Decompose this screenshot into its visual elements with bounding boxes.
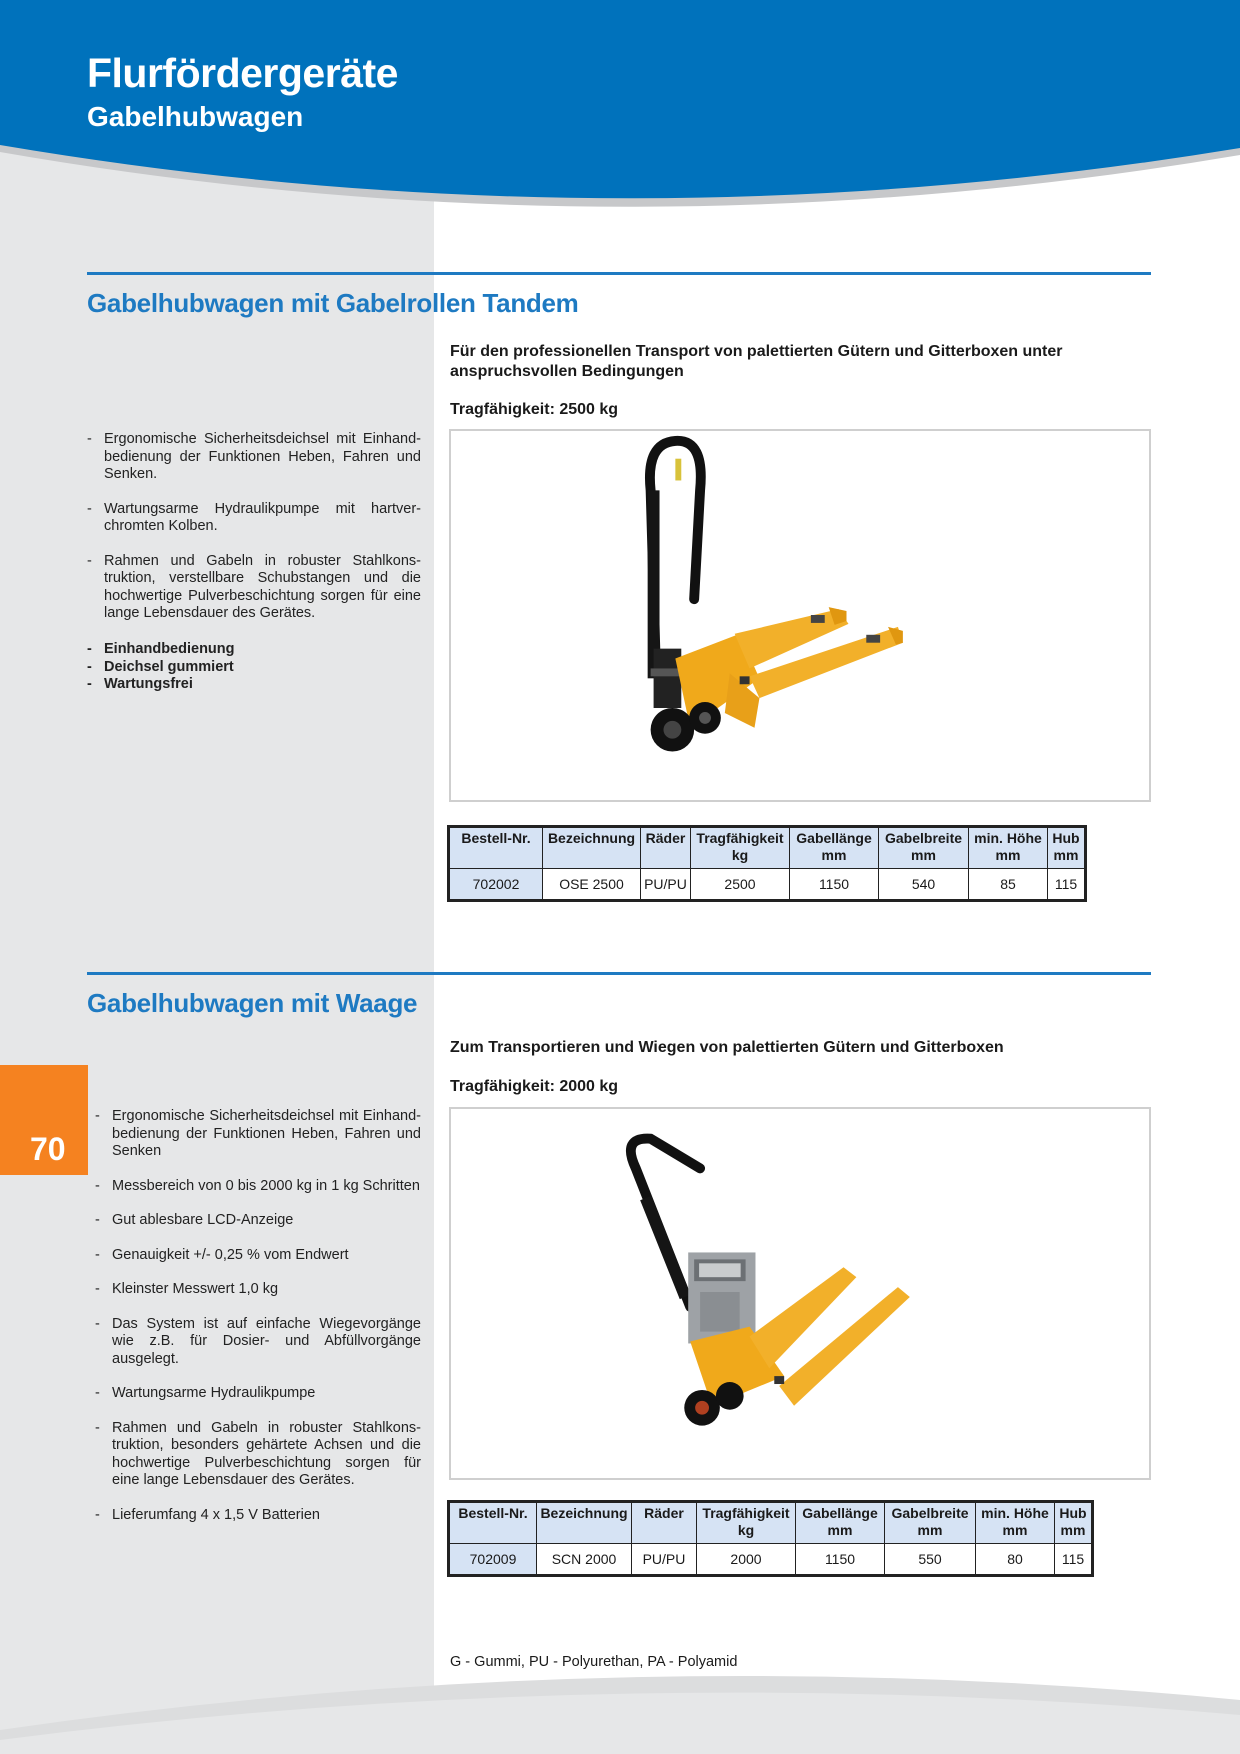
col-header: min. Höhe mm <box>976 1503 1055 1544</box>
col-header: Bestell-Nr. <box>450 1503 537 1544</box>
table-cell: 1150 <box>790 869 879 900</box>
table-header-row <box>450 1503 1092 1544</box>
section1-product-image <box>449 429 1151 802</box>
table-cell: 115 <box>1048 869 1085 900</box>
page-subtitle: Gabelhubwagen <box>87 101 304 132</box>
col-header: Bestell-Nr. <box>450 828 543 869</box>
feature-item: - Gut ablesbare LCD-Anzeige <box>95 1212 421 1230</box>
feature-item: - Rahmen und Gabeln in robuster Stahlkonstruktion, verstellbare Schubstangen und die hochwertige Pulverbeschichtung sorgen für eine lange Lebensdauer des Gerätes. <box>87 553 421 623</box>
section1-title: Gabelhubwagen mit Gabelrollen Tandem <box>87 288 579 318</box>
col-header: Tragfähigkeit kg <box>697 1503 796 1544</box>
feature-item: - Kleinster Messwert 1,0 kg <box>95 1281 421 1299</box>
col-header: Gabelbreite mm <box>885 1503 976 1544</box>
feature-item: - Ergonomische Sicherheitsdeichsel mit Einhandbedienung der Funktionen Heben, Fahren und Senken. <box>87 431 421 484</box>
feature-item: - Ergonomische Sicherheitsdeichsel mit Einhandbedienung der Funktionen Heben, Fahren und Senken <box>95 1108 421 1161</box>
section2-capacity: Tragfähigkeit: 2000 kg <box>450 1078 619 1095</box>
col-header: Räder <box>632 1503 697 1544</box>
order-number: 702002 <box>450 869 543 900</box>
page-title: Flurfördergeräte <box>87 50 398 96</box>
table-cell: 540 <box>879 869 969 900</box>
col-header: Bezeichnung <box>537 1503 632 1544</box>
section1-rule <box>87 272 1151 275</box>
section2-product-image <box>449 1107 1151 1480</box>
table-cell: 115 <box>1055 1544 1092 1575</box>
highlight-item: - Einhandbedienung <box>87 641 421 659</box>
table-cell: SCN 2000 <box>537 1544 632 1575</box>
section2-title: Gabelhubwagen mit Waage <box>87 988 418 1018</box>
table-cell: 550 <box>885 1544 976 1575</box>
section1-capacity: Tragfähigkeit: 2500 kg <box>450 401 619 418</box>
table-header-row <box>450 828 1085 869</box>
highlight-item: - Deichsel gummiert <box>87 659 421 677</box>
col-header: Bezeichnung <box>543 828 641 869</box>
table-cell: 1150 <box>796 1544 885 1575</box>
col-header: Tragfähigkeit kg <box>691 828 790 869</box>
section2-description: Zum Transportieren und Wiegen von palettierten Gütern und Gitterboxen <box>450 1039 1004 1056</box>
col-header: Gabelbreite mm <box>879 828 969 869</box>
highlight-item: - Wartungsfrei <box>87 676 421 694</box>
col-header: Gabellänge mm <box>790 828 879 869</box>
table-cell: 2000 <box>697 1544 796 1575</box>
col-header: min. Höhe mm <box>969 828 1048 869</box>
table-row <box>450 869 1085 900</box>
feature-item: - Messbereich von 0 bis 2000 kg in 1 kg Schritten <box>95 1178 421 1196</box>
section1-feature-list <box>87 431 421 640</box>
feature-item: - Genauigkeit +/- 0,25 % vom Endwert <box>95 1247 421 1265</box>
pallet-truck-icon <box>451 431 1149 800</box>
page-number: 70 <box>30 1131 66 1167</box>
table-cell: 2500 <box>691 869 790 900</box>
feature-item: - Wartungsarme Hydraulikpumpe <box>95 1385 421 1403</box>
feature-item: - Das System ist auf einfache Wiegevorgänge wie z.B. für Dosier- und Abfüllvorgänge ausgelegt. <box>95 1316 421 1369</box>
feature-item: - Lieferumfang 4 x 1,5 V Batterien <box>95 1507 421 1525</box>
col-header: Gabellänge mm <box>796 1503 885 1544</box>
order-number: 702009 <box>450 1544 537 1575</box>
table-row <box>450 1544 1092 1575</box>
table-cell: 80 <box>976 1544 1055 1575</box>
section1-description: Für den professionellen Transport von palettierten Gütern und Gitterboxen unter anspruchsvollen Bedingungen <box>450 343 1063 380</box>
section2-spec-table <box>449 1502 1092 1575</box>
table-cell: 85 <box>969 869 1048 900</box>
pallet-truck-scale-icon <box>451 1109 1149 1478</box>
feature-item: - Rahmen und Gabeln in robuster Stahlkonstruktion, besonders gehärtete Achsen und die hochwertige Pulverbeschichtung sorgen für eine lange Lebensdauer des Gerätes. <box>95 1420 421 1490</box>
table-cell: PU/PU <box>632 1544 697 1575</box>
footer-swoosh <box>0 1660 1240 1754</box>
wheel-material-legend: G - Gummi, PU - Polyurethan, PA - Polyamid <box>450 1654 738 1670</box>
col-header: Hub mm <box>1048 828 1085 869</box>
table-cell: PU/PU <box>641 869 691 900</box>
section2-rule <box>87 972 1151 975</box>
section1-highlight-list <box>87 641 421 694</box>
section2-feature-list <box>95 1108 421 1541</box>
section1-spec-table <box>449 827 1085 900</box>
table-cell: OSE 2500 <box>543 869 641 900</box>
col-header: Räder <box>641 828 691 869</box>
page-number-tab <box>0 1065 88 1175</box>
feature-item: - Wartungsarme Hydraulikpumpe mit hartverchromten Kolben. <box>87 501 421 536</box>
col-header: Hub mm <box>1055 1503 1092 1544</box>
